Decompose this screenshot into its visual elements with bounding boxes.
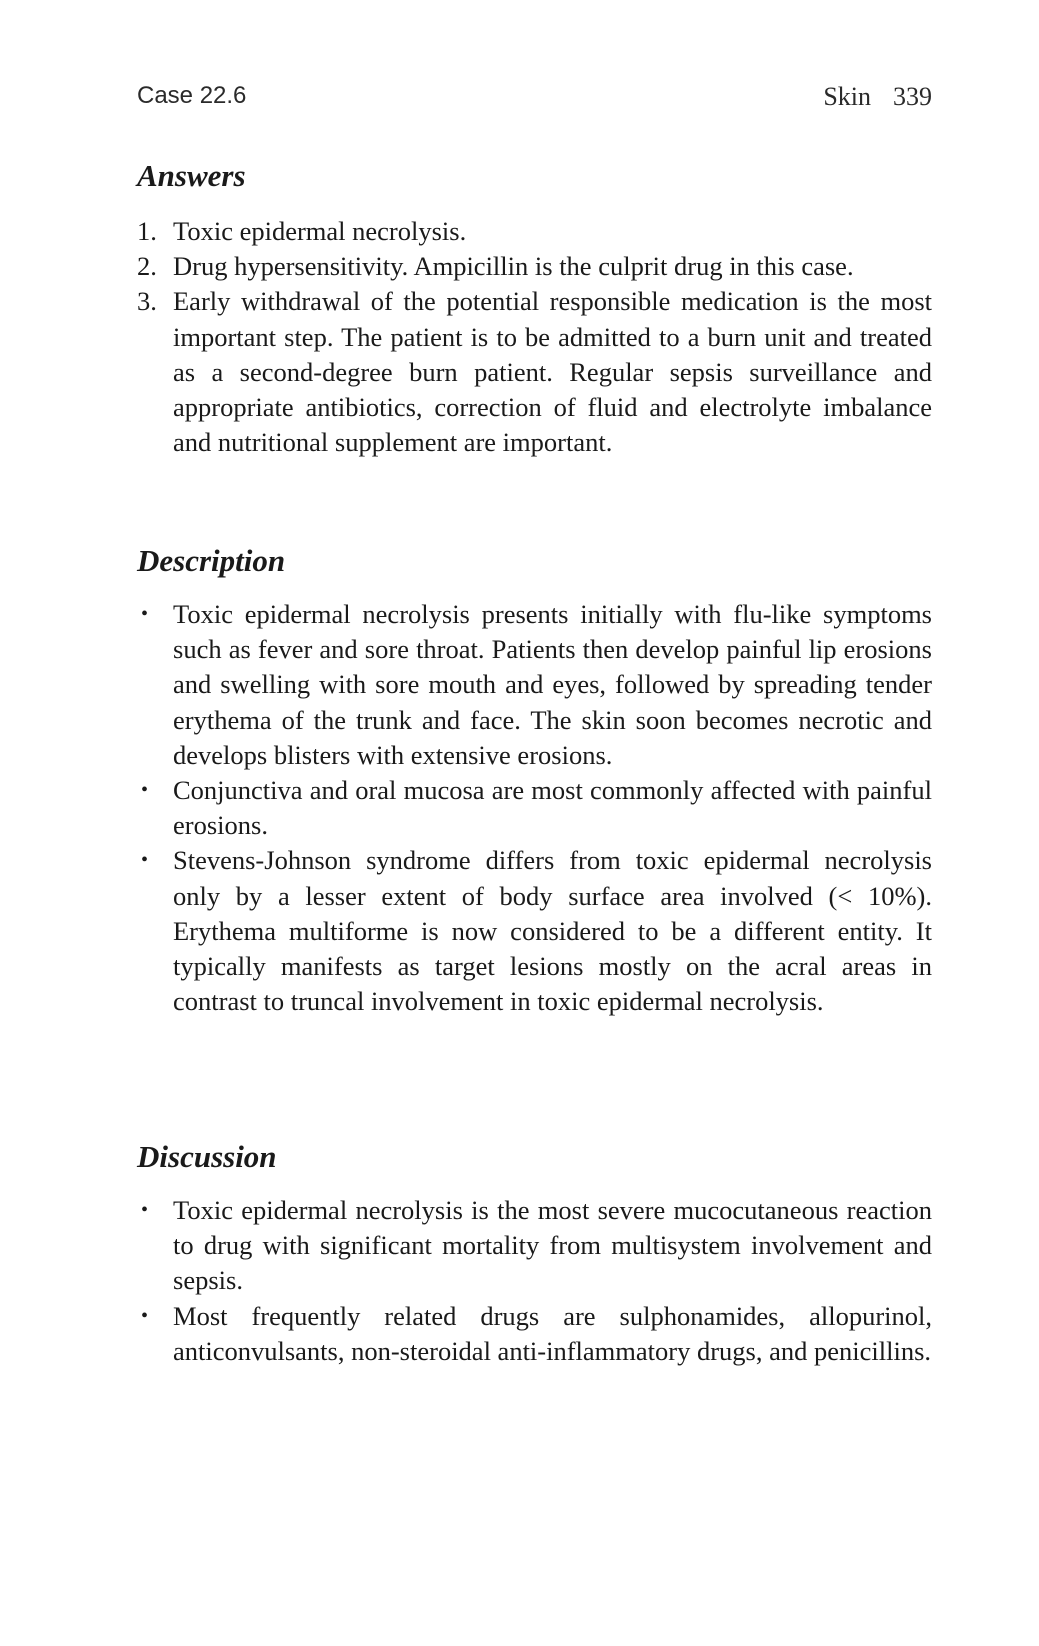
discussion-item-1 [137, 1193, 932, 1299]
answer-text: Early withdrawal of the potential responsible medication is the most important step. The patient is to be admitted to a burn unit and treated as a second-degree burn patient. Regular sepsis surveillance and appropriate antibiotics, correction of fluid and electrolyte imbalance and nutritional supplement are important. [173, 286, 932, 458]
description-heading: Description [137, 543, 286, 578]
list-marker: 1. [137, 216, 157, 246]
list-marker: 3. [137, 286, 157, 317]
case-label: Case 22.6 [137, 82, 247, 109]
bullet-icon: • [141, 1199, 149, 1221]
discussion-item-2 [137, 1299, 932, 1369]
description-text: Toxic epidermal necrolysis presents initially with flu-like symptoms such as fever and sore throat. Patients then develop painful lip erosions and swelling with sore mouth and eyes, followed by spreading tender erythema of the trunk and face. The skin soon becomes necrotic and develops blisters with extensive erosions. [173, 599, 932, 770]
answer-item-1 [137, 214, 932, 249]
description-item-3 [137, 843, 932, 1019]
discussion-heading: Discussion [137, 1139, 277, 1174]
answer-item-2 [137, 249, 932, 284]
answers-list [137, 214, 932, 460]
list-marker: 2. [137, 251, 157, 282]
answer-item-3 [137, 284, 932, 460]
description-item-2 [137, 773, 932, 843]
bullet-icon: • [141, 779, 149, 802]
bullet-icon: • [141, 849, 149, 872]
description-text: Conjunctiva and oral mucosa are most commonly affected with painful erosions. [173, 775, 932, 841]
section-and-page [823, 82, 932, 112]
description-text: Stevens-Johnson syndrome differs from toxic epidermal necrolysis only by a lesser extent of body surface area involved (< 10%). Erythema multiforme is now considered to be a different entity. It typically manifests as target lesions mostly on the acral areas in contrast to truncal involvement in toxic epidermal necrolysis. [173, 845, 932, 1017]
answers-heading: Answers [137, 158, 246, 193]
answer-text: Drug hypersensitivity. Ampicillin is the culprit drug in this case. [173, 251, 854, 282]
bullet-icon: • [141, 1304, 149, 1327]
bullet-icon: • [141, 603, 149, 625]
description-list [137, 597, 932, 1019]
discussion-text: Toxic epidermal necrolysis is the most severe mucocutaneous reaction to drug with significant mortality from multisystem involvement and sepsis. [173, 1195, 932, 1296]
discussion-text: Most frequently related drugs are sulphonamides, allopurinol, anticonvulsants, non-steroidal anti-inflammatory drugs, and penicillins. [173, 1300, 932, 1366]
description-item-1 [137, 597, 932, 773]
answer-text: Toxic epidermal necrolysis. [173, 216, 467, 246]
discussion-list [137, 1193, 932, 1369]
running-head [137, 82, 932, 114]
page-number: 339 [893, 82, 932, 111]
section-name: Skin [823, 82, 871, 111]
